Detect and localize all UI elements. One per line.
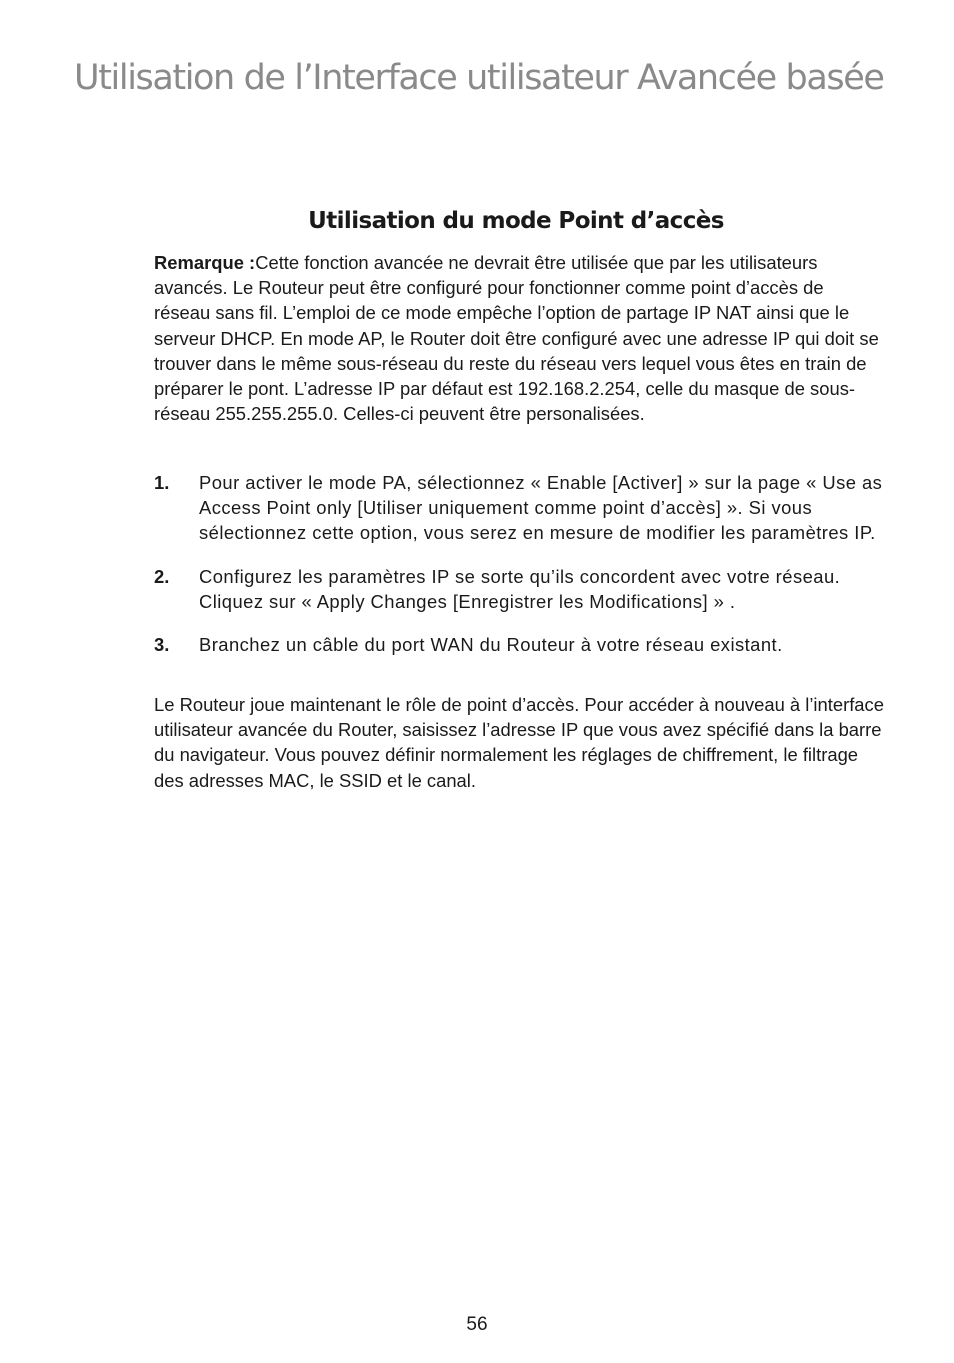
step-text: Pour activer le mode PA, sélectionnez « Enable [Activer] » sur la page « Use as Access Point only [Utiliser uniquement comme point d’accès] ». Si vous sélectionnez cette option, vous serez en mesure de modifier les paramètres IP. <box>199 472 883 544</box>
step-item <box>154 632 884 657</box>
step-number: 1. <box>154 472 170 493</box>
section-title: Utilisation du mode Point d’accès <box>308 208 724 234</box>
step-text: Branchez un câble du port WAN du Routeur à votre réseau existant. <box>199 634 783 656</box>
step-item <box>154 564 884 614</box>
step-text: Configurez les paramètres IP se sorte qu’ils concordent avec votre réseau. Cliquez sur « Apply Changes [Enregistrer les Modifications] » . <box>199 565 841 612</box>
note-label: Remarque : <box>154 252 256 273</box>
page-header-title: Utilisation de l’Interface utilisateur Avancée basée <box>74 58 884 98</box>
steps-list <box>154 470 884 675</box>
step-number: 3. <box>154 634 170 656</box>
page-number: 56 <box>466 1314 488 1335</box>
step-item <box>154 470 884 546</box>
note-paragraph <box>154 250 884 426</box>
step-number: 2. <box>154 565 170 587</box>
note-text: Cette fonction avancée ne devrait être utilisée que par les utilisateurs avancés. Le Routeur peut être configuré pour fonctionner comme point d’accès de réseau sans fil. L’emploi de ce mode empêche l’option de partage IP NAT ainsi que le serveur DHCP. En mode AP, le Router doit être configuré avec une adresse IP qui doit se trouver dans le même sous-réseau du reste du réseau vers lequel vous êtes en train de préparer le pont. L’adresse IP par défaut est 192.168.2.254, celle du masque de sous-réseau 255.255.255.0. Celles-ci peuvent être personalisées. <box>154 252 879 425</box>
closing-paragraph: Le Routeur joue maintenant le rôle de point d’accès. Pour accéder à nouveau à l’interface utilisateur avancée du Router, saisissez l’adresse IP que vous avez spécifié dans la barre du navigateur. Vous pouvez définir normalement les réglages de chiffrement, le filtrage des adresses MAC, le SSID et le canal. <box>154 694 884 791</box>
